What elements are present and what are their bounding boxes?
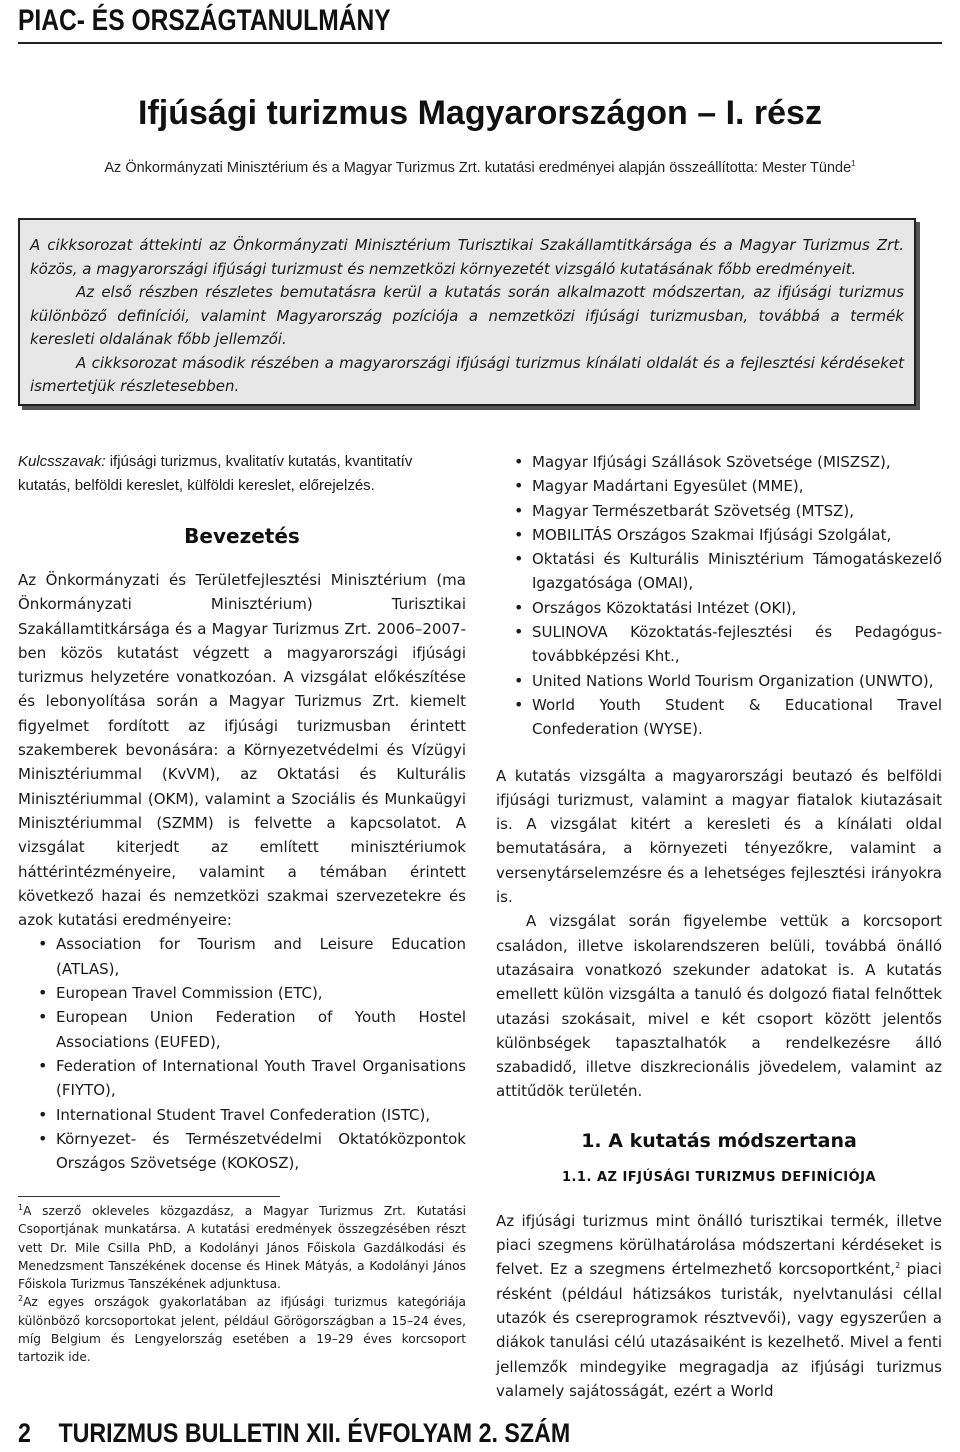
list-item: • Környezet- és Természetvédelmi Oktatóközpontok Országos Szövetsége (KOKOSZ),	[38, 1127, 466, 1176]
organization-list-right	[514, 450, 942, 742]
footnote-text: Az egyes országok gyakorlatában az ifjúsági turizmus kategóriája különböző korcsoportokat jelent, például Görögországban a 15–24 éves, míg Belgium és Lengyelország esetében a 19–29 éves korcsoport tartozik ide.	[18, 1295, 466, 1365]
abstract-box	[18, 218, 916, 406]
footnote-mark: 2	[18, 1294, 24, 1304]
list-item: • World Youth Student & Educational Travel Confederation (WYSE).	[514, 693, 942, 742]
list-item: • United Nations World Tourism Organization (UNWTO),	[514, 669, 942, 693]
intro-paragraph: Az Önkormányzati és Területfejlesztési Minisztérium (ma Önkormányzati Minisztérium) Turisztikai Szakállamtitkársága és a Magyar Turizmus Zrt. 2006–2007-ben közös kutatást végzett a magyarországi ifjúsági turizmus helyzetére vonatkozóan. A vizsgálat előkészítése és lebonyolítása során a Magyar Turizmus Zrt. kiemelt figyelmet fordított az ifjúsági turizmusban érintett szakemberek bevonására: a Környezetvédelmi és Vízügyi Minisztériummal (KvVM), az Oktatási és Kulturális Minisztériummal (OKM), valamint a Szociális és Munkaügyi Minisztériummal (SZMM) is felvette a kapcsolatot. A vizsgálat kiterjedt az említett minisztériumok háttérintézményeire, valamint a témában érintett következő hazai és nemzetközi szakmai szervezetekre és azok kutatási eredményeire:	[18, 571, 466, 930]
footnote-text: A szerző okleveles közgazdász, a Magyar Turizmus Zrt. Kutatási Csoportjának munkatársa. A kutatási eredmények összegzésében részt vett Dr. Mile Csilla PhD, a Kodolányi János Főiskola Gazdálkodási és Menedzsment Tanszékének docense és Hinek Mátyás, a Kodolányi János Főiskola Turizmus Tanszékének adjunktusa.	[18, 1204, 466, 1292]
section-heading-method: 1. A kutatás módszertana	[581, 1129, 857, 1152]
list-item: • SULINOVA Közoktatás-fejlesztési és Pedagógus-továbbképzési Kht.,	[514, 620, 942, 669]
keywords-text: ifjúsági turizmus, kvalitatív kutatás, kvantitatív kutatás, belföldi kereslet, külföldi kereslet, előrejelzés.	[18, 453, 413, 494]
list-item: • Oktatási és Kulturális Minisztérium Támogatáskezelő Igazgatósága (OMAI),	[514, 547, 942, 596]
byline-footnote-ref[interactable]: 1	[851, 159, 856, 169]
subsection-heading-definition: 1.1. AZ IFJÚSÁGI TURIZMUS DEFINÍCIÓJA	[561, 1169, 877, 1185]
intro-paragraph: A vizsgálat során figyelembe vettük a korcsoport családon, illetve iskolarendszeren belüli, továbbá önálló utazásaira vonatkozó szekunder adatokat is. A kutatás emellett külön vizsgálta a tanuló és dolgozó fiatal felnőttek utazási szokásait, mivel e két csoport között jelentős különbségek tapasztalhatók a rendelkezésre álló szabadidő, illetve diszkrecionális jövedelem, valamint az attitűdök területén.	[496, 912, 942, 1101]
keywords	[18, 450, 466, 498]
list-item: • Magyar Természetbarát Szövetség (MTSZ),	[514, 499, 942, 523]
abstract-paragraph: A cikksorozat második részében a magyarországi ifjúsági turizmus kínálati oldalát és a fejlesztési kérdéseket ismertetjük részletesebben.	[30, 353, 904, 395]
footnote-rule	[18, 1196, 280, 1197]
page-number: 2	[18, 1418, 31, 1448]
footnotes	[18, 1202, 466, 1367]
list-item: • MOBILITÁS Országos Szakmai Ifjúsági Szolgálat,	[514, 523, 942, 547]
list-item: • Magyar Madártani Egyesület (MME),	[514, 474, 942, 498]
keywords-label: Kulcsszavak:	[18, 453, 106, 470]
list-item: • Országos Közoktatási Intézet (OKI),	[514, 596, 942, 620]
organization-list-left	[38, 932, 466, 1175]
footnote-1	[18, 1202, 466, 1293]
footnote-2	[18, 1293, 466, 1366]
left-column	[18, 450, 466, 1175]
list-item: • European Union Federation of Youth Hostel Associations (EUFED),	[38, 1005, 466, 1054]
footnote-mark: 1	[18, 1202, 24, 1212]
method-text-b: piaci résként (például hátizsákos turisták, nyelvtanulási céllal utazók és csereprogramok résztvevői), vagy egyszerűen a diákok tanulási célú utazásaiként is kezelhető. Mivel a fenti jellemzők mindegyike megragadja az ifjúsági turizmus valamely sajátosságát, ezért a World	[496, 1260, 942, 1400]
header-rule	[18, 42, 942, 44]
publication-name: TURIZMUS BULLETIN XII. ÉVFOLYAM 2. SZÁM	[58, 1418, 571, 1448]
footnote-ref[interactable]: 2	[895, 1261, 901, 1271]
section-label: PIAC- ÉS ORSZÁGTANULMÁNY	[18, 4, 391, 37]
list-item: • Federation of International Youth Travel Organisations (FIYTO),	[38, 1054, 466, 1103]
list-item: • Association for Tourism and Leisure Education (ATLAS),	[38, 932, 466, 981]
article-title: Ifjúsági turizmus Magyarországon – I. rész	[138, 94, 822, 132]
method-paragraph	[496, 1209, 942, 1403]
method-text-a: Az ifjúsági turizmus mint önálló turisztikai termék, illetve piaci szegmens körülhatárolása módszertani kérdéseket is felvet. Ez a szegmens értelmezhető korcsoportként,	[496, 1211, 942, 1279]
abstract-paragraph: A cikksorozat áttekinti az Önkormányzati Minisztérium Turisztikai Szakállamtitkársága és a Magyar Turizmus Zrt. közös, a magyarországi ifjúsági turizmust és nemzetközi környezetét vizsgáló kutatásának főbb eredményeit.	[30, 236, 904, 278]
right-column	[496, 450, 942, 1403]
list-item: • International Student Travel Confederation (ISTC),	[38, 1103, 466, 1127]
page-footer	[18, 1418, 570, 1449]
abstract-paragraph: Az első részben részletes bemutatásra kerül a kutatás során alkalmazott módszertan, az ifjúsági turizmus különböző definíciói, valamint Magyarország pozíciója a nemzetközi ifjúsági turizmusban, továbbá a termék keresleti oldalának főbb jellemzői.	[30, 283, 904, 348]
list-item: • Magyar Ifjúsági Szállások Szövetsége (MISZSZ),	[514, 450, 942, 474]
byline	[0, 160, 960, 176]
byline-text: Az Önkormányzati Minisztérium és a Magyar Turizmus Zrt. kutatási eredményei alapján összeállította: Mester Tünde	[104, 160, 852, 176]
intro-paragraph: A kutatás vizsgálta a magyarországi beutazó és belföldi ifjúsági turizmust, valamint a magyar fiatalok kiutazásait is. A vizsgálat kitért a keresleti és a kínálati oldal bemutatására, a környezeti tényezőkre, valamint a versenytárselemzésre és a lehetséges fejlesztési irányokra is.	[496, 766, 942, 907]
section-heading-intro: Bevezetés	[184, 524, 300, 548]
list-item: • European Travel Commission (ETC),	[38, 981, 466, 1005]
